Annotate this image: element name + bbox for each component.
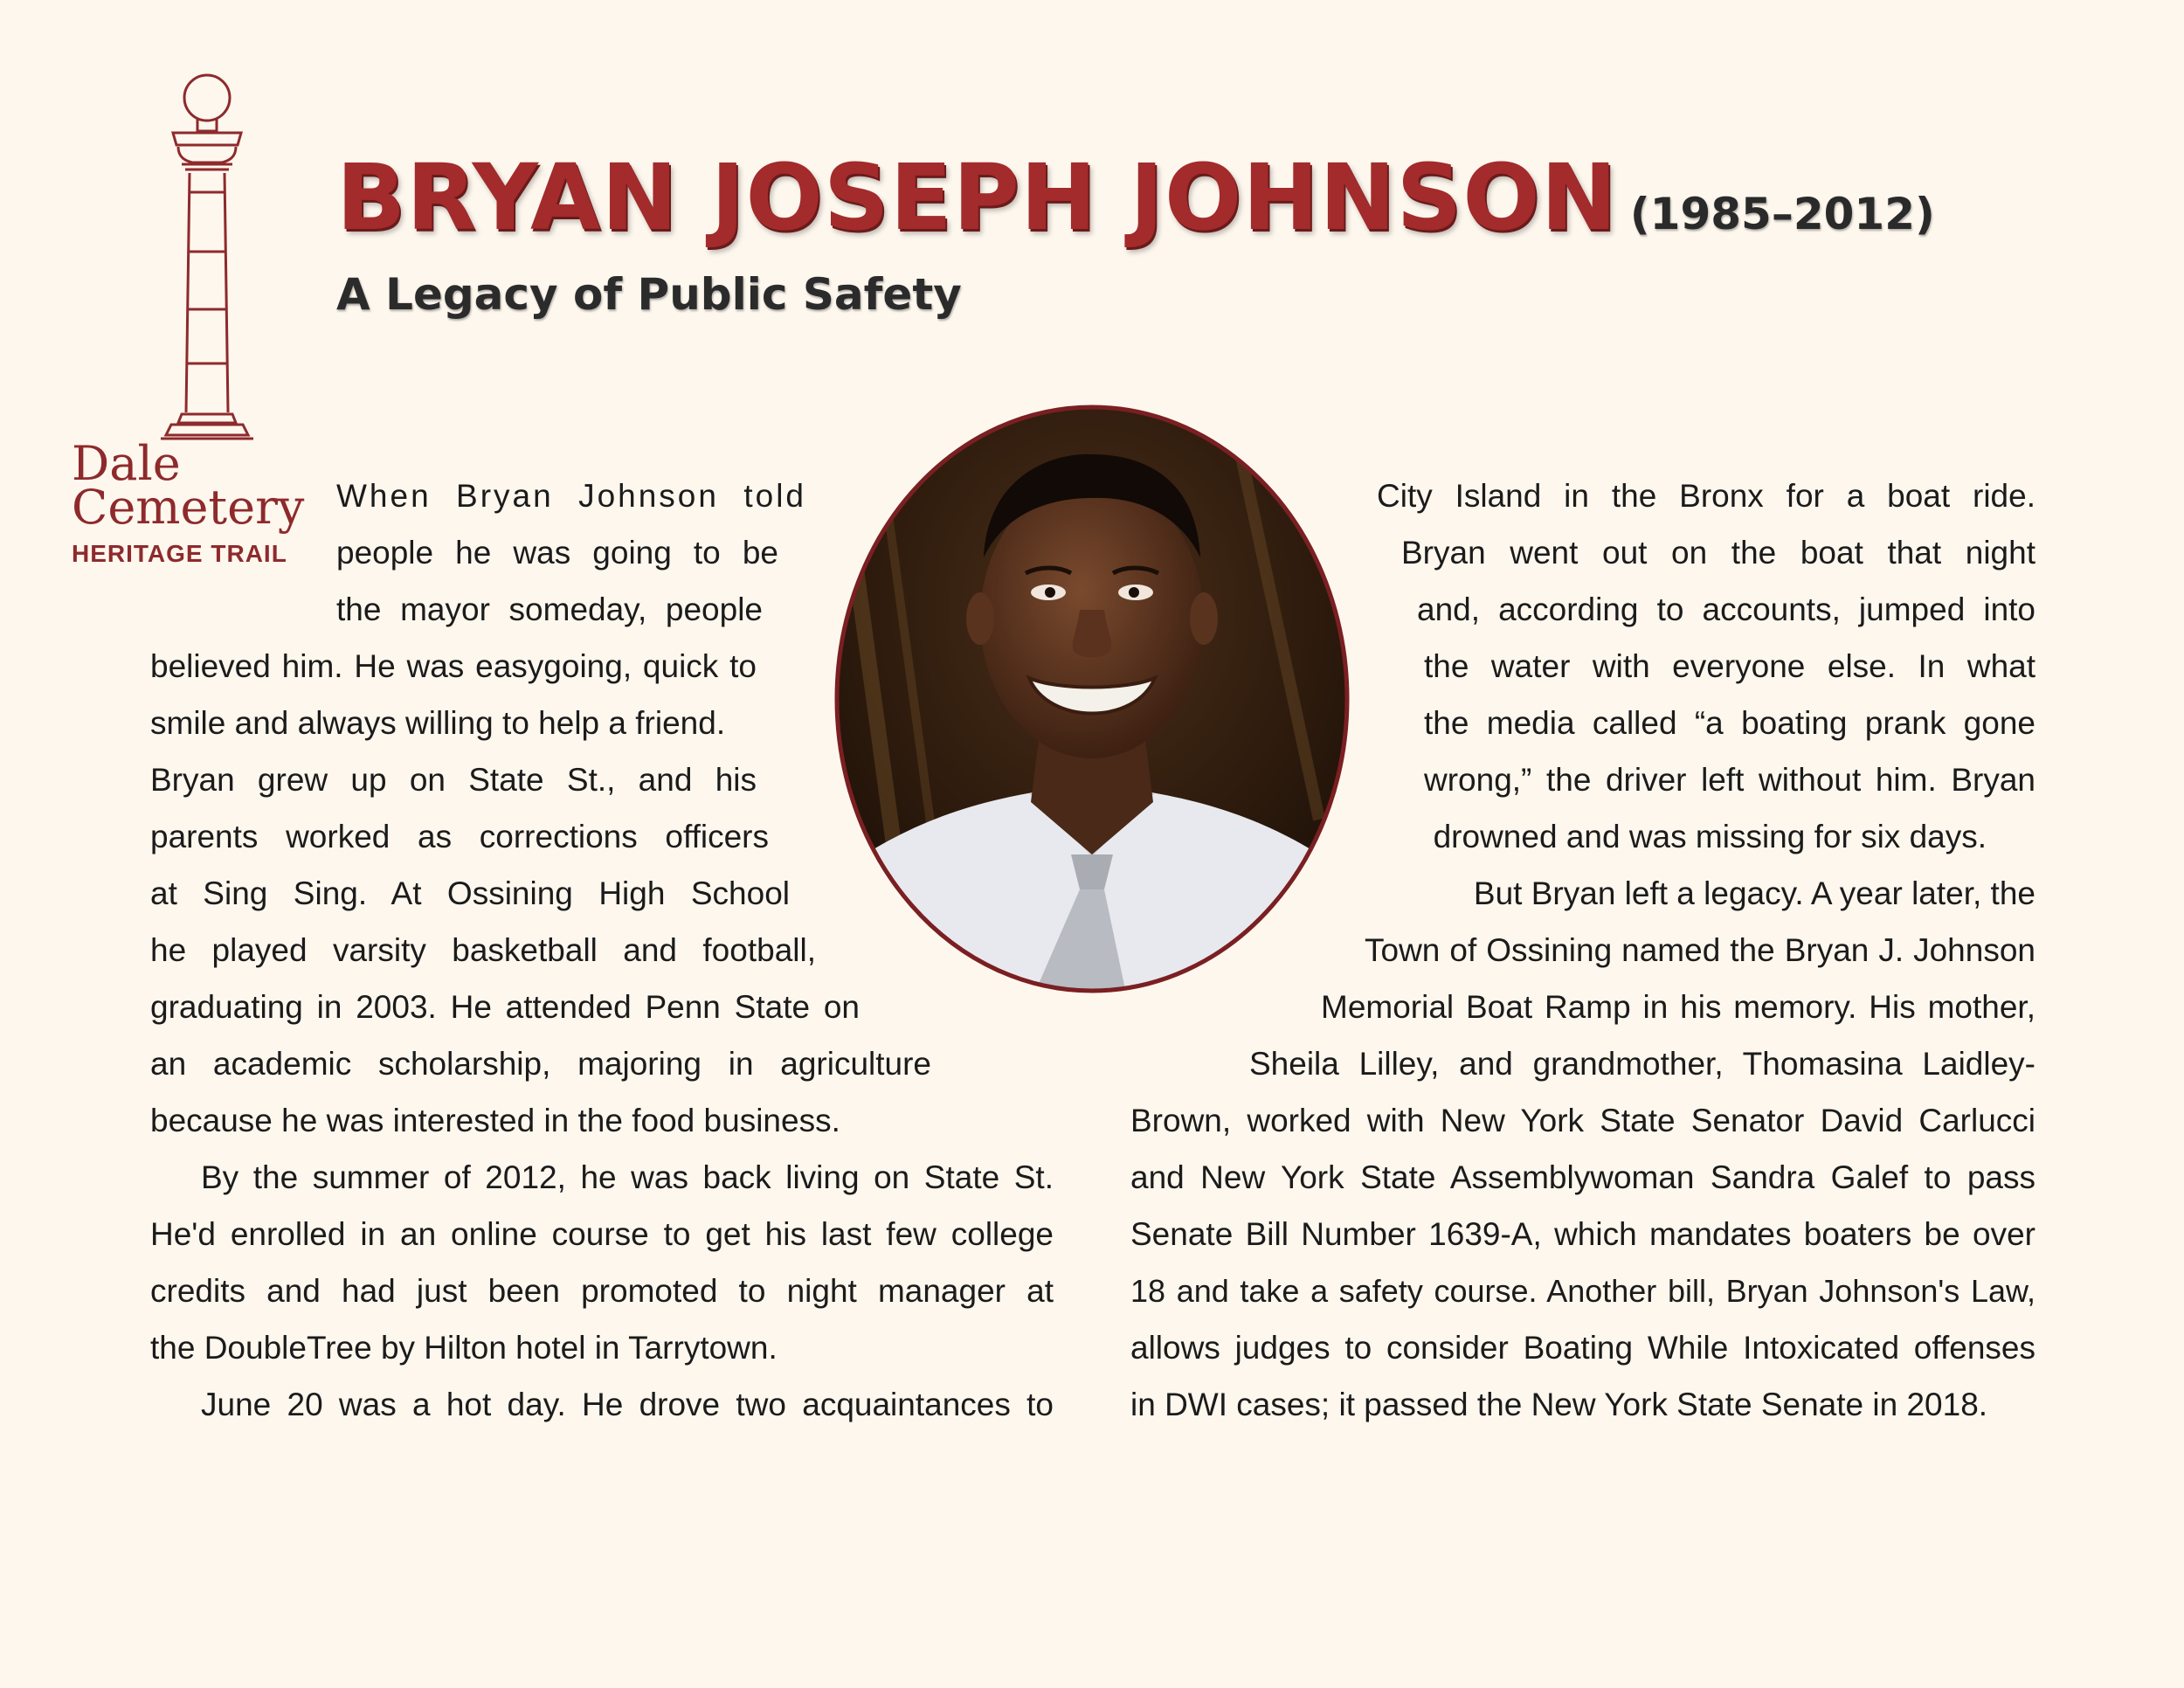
right-text-line: wrong,” the driver left without him. Bryan <box>1424 762 2035 798</box>
left-text-line: at Sing Sing. At Ossining High School <box>150 875 790 911</box>
left-text-line: the mayor someday, people <box>336 591 763 627</box>
logo-heritage-trail-text: HERITAGE TRAIL <box>72 540 287 567</box>
right-text-line: Bryan went out on the boat that night <box>1401 535 2035 571</box>
logo-cemetery-text: Cemetery <box>72 480 305 535</box>
right-text-line: the water with everyone else. In what <box>1424 648 2035 684</box>
left-text-line: smile and always willing to help a friend. <box>150 705 726 741</box>
left-text-line: He'd enrolled in an online course to get his last few college <box>150 1216 1054 1252</box>
page-subtitle: A Legacy of Public Safety <box>336 269 962 320</box>
left-text-line: believed him. He was easygoing, quick to <box>150 648 757 684</box>
left-text-line: When Bryan Johnson told <box>336 478 806 514</box>
page-title <box>336 144 1935 251</box>
right-text-line: Senate Bill Number 1639-A, which mandates boaters be over <box>1130 1216 2035 1252</box>
left-text-line: an academic scholarship, majoring in agriculture <box>150 1046 931 1082</box>
title-name: BRYAN JOSEPH JOHNSON <box>336 144 1618 251</box>
right-text-line: Memorial Boat Ramp in his memory. His mother, <box>1321 989 2035 1025</box>
right-text-line: 18 and take a safety course. Another bill, Bryan Johnson's Law, <box>1130 1273 2035 1309</box>
title-years: (1985–2012) <box>1629 189 1935 239</box>
left-text-line: because he was interested in the food business. <box>150 1103 840 1138</box>
right-text-line: City Island in the Bronx for a boat ride. <box>1377 478 2035 514</box>
right-text-line: Brown, worked with New York State Senator David Carlucci <box>1130 1103 2035 1138</box>
left-text-line: graduating in 2003. He attended Penn State on <box>150 989 860 1025</box>
portrait-photo <box>830 400 1354 998</box>
right-text-line: allows judges to consider Boating While Intoxicated offenses <box>1130 1330 2035 1366</box>
right-text-line: and New York State Assemblywoman Sandra Galef to pass <box>1130 1159 2035 1195</box>
dale-cemetery-logo <box>70 61 305 577</box>
right-text-line: Town of Ossining named the Bryan J. Johnson <box>1365 932 2035 968</box>
left-text-line: people he was going to be <box>336 535 778 571</box>
left-text-line: Bryan grew up on State St., and his <box>150 762 757 798</box>
right-text-line: and, according to accounts, jumped into <box>1417 591 2035 627</box>
logo-dale-text: Dale <box>72 436 181 491</box>
left-text-line: June 20 was a hot day. He drove two acquaintances to <box>201 1387 1054 1422</box>
column-icon <box>70 61 280 446</box>
right-text-line: in DWI cases; it passed the New York State Senate in 2018. <box>1130 1387 1988 1422</box>
left-text-line: credits and had just been promoted to night manager at <box>150 1273 1054 1309</box>
left-text-line: parents worked as corrections officers <box>150 819 769 854</box>
left-text-line: the DoubleTree by Hilton hotel in Tarrytown. <box>150 1330 778 1366</box>
right-text-line: drowned and was missing for six days. <box>1433 819 1987 854</box>
right-text-line: the media called “a boating prank gone <box>1424 705 2035 741</box>
left-text-line: he played varsity basketball and football, <box>150 932 816 968</box>
left-text-line: By the summer of 2012, he was back living on State St. <box>201 1159 1054 1195</box>
right-text-line: But Bryan left a legacy. A year later, the <box>1473 875 2035 911</box>
right-text-line: Sheila Lilley, and grandmother, Thomasina Laidley- <box>1249 1046 2035 1082</box>
